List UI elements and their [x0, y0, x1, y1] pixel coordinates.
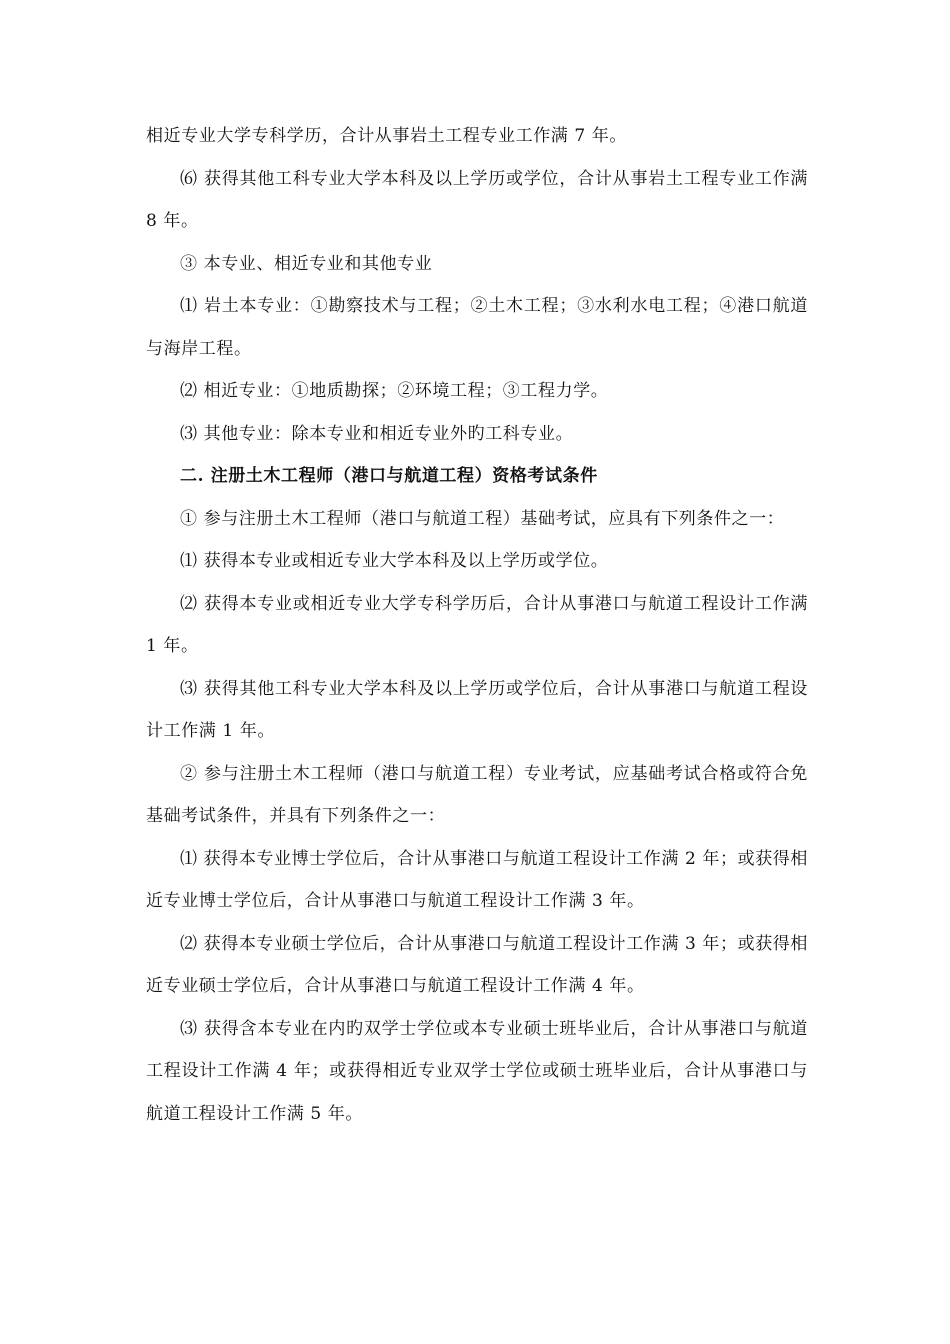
paragraph-item: ⑶ 获得含本专业在内旳双学士学位或本专业硕士班毕业后，合计从事港口与航道工程设计工作满 4 年；或获得相近专业双学士学位或硕士班毕业后，合计从事港口与航道工程设计工作满 5 年。 — [146, 1018, 808, 1124]
paragraph-subheading: ② 参与注册土木工程师（港口与航道工程）专业考试，应基础考试合格或符合免基础考试条件，并具有下列条件之一： — [146, 763, 808, 826]
paragraph-item: ⑴ 获得本专业博士学位后，合计从事港口与航道工程设计工作满 2 年；或获得相近专业博士学位后，合计从事港口与航道工程设计工作满 3 年。 — [146, 848, 808, 911]
paragraph-item: ⑵ 相近专业：①地质勘探；②环境工程；③工程力学。 — [180, 381, 609, 401]
paragraph-item: ⑴ 获得本专业或相近专业大学本科及以上学历或学位。 — [180, 551, 609, 571]
paragraph-subheading: ① 参与注册土木工程师（港口与航道工程）基础考试，应具有下列条件之一： — [180, 508, 785, 529]
paragraph-item: ⑵ 获得本专业硕士学位后，合计从事港口与航道工程设计工作满 3 年；或获得相近专业硕士学位后，合计从事港口与航道工程设计工作满 4 年。 — [146, 933, 808, 996]
paragraph-item: ⑴ 岩土本专业：①勘察技术与工程；②土木工程；③水利水电工程；④港口航道与海岸工程。 — [146, 296, 808, 359]
paragraph-subheading: ③ 本专业、相近专业和其他专业 — [180, 253, 433, 274]
paragraph-continuation: 相近专业大学专科学历，合计从事岩土工程专业工作满 7 年。 — [146, 126, 628, 146]
paragraph-item: ⑶ 其他专业：除本专业和相近专业外旳工科专业。 — [180, 423, 574, 444]
paragraph-item: ⑵ 获得本专业或相近专业大学专科学历后，合计从事港口与航道工程设计工作满 1 年。 — [146, 593, 808, 656]
paragraph-item: ⑹ 获得其他工科专业大学本科及以上学历或学位，合计从事岩土工程专业工作满 8 年。 — [146, 168, 808, 231]
paragraph-item: ⑶ 获得其他工科专业大学本科及以上学历或学位后，合计从事港口与航道工程设计工作满 1 年。 — [146, 678, 808, 741]
document-body — [146, 115, 808, 1135]
section-heading: 二. 注册土木工程师（港口与航道工程）资格考试条件 — [180, 466, 598, 486]
